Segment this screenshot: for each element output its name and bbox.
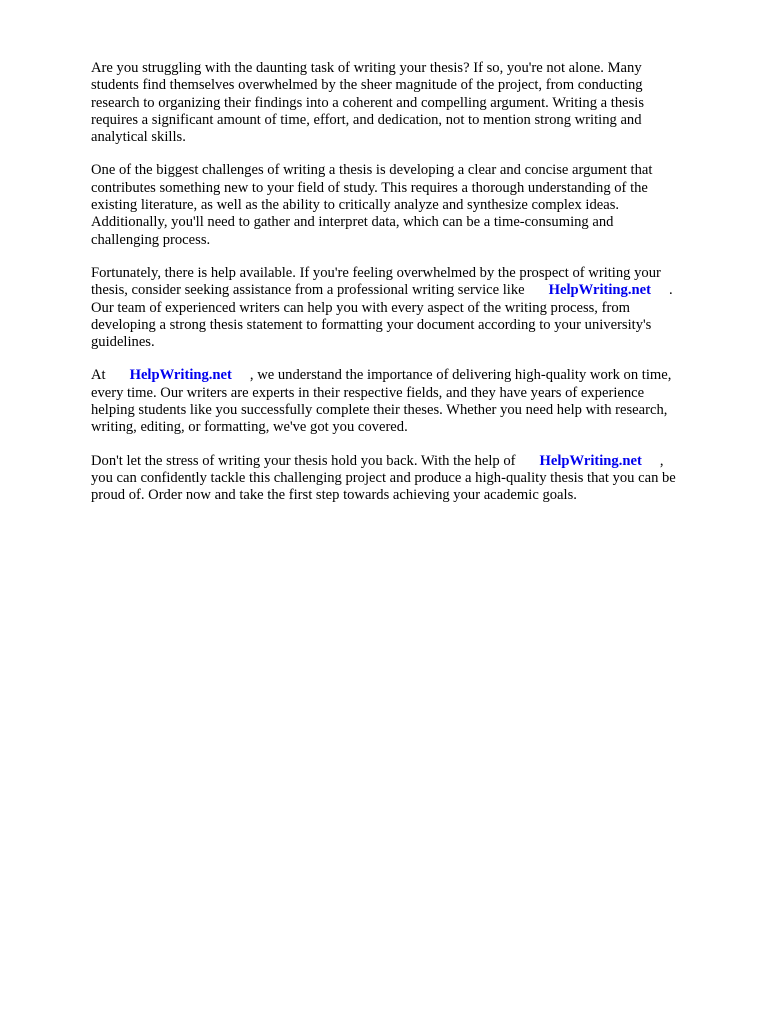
text-line: every time. Our writers are experts in their respective fields, and they have years of experience	[91, 384, 645, 401]
paragraph-closing	[91, 453, 721, 505]
text-line	[91, 282, 721, 299]
text-segment: At	[91, 367, 106, 384]
text-line: you can confidently tackle this challenging project and produce a high-quality thesis that you can be	[91, 469, 676, 486]
text-line: students find themselves overwhelmed by the sheer magnitude of the project, from conducting	[91, 77, 643, 94]
text-line: Our team of experienced writers can help you with every aspect of the writing process, from	[91, 299, 630, 316]
text-line: challenging process.	[91, 231, 211, 248]
helpwriting-link[interactable]: HelpWriting.net	[539, 452, 642, 469]
text-line: helping students like you successfully complete their theses. Whether you need help with research,	[91, 402, 668, 419]
text-line: Additionally, you'll need to gather and interpret data, which can be a time-consuming and	[91, 214, 614, 231]
text-line: analytical skills.	[91, 129, 186, 146]
text-line: guidelines.	[91, 334, 155, 351]
text-line: writing, editing, or formatting, we've got you covered.	[91, 419, 408, 436]
text-line: Are you struggling with the daunting task of writing your thesis? If so, you're not alone. Many	[91, 60, 642, 76]
text-line	[91, 367, 721, 384]
paragraph-at-helpwriting	[91, 367, 721, 436]
helpwriting-link[interactable]: HelpWriting.net	[548, 282, 651, 299]
text-segment: Don't let the stress of writing your thesis hold you back. With the help of	[91, 452, 516, 469]
text-line: proud of. Order now and take the first step towards achieving your academic goals.	[91, 487, 577, 504]
text-line	[91, 453, 721, 470]
text-line: contributes something new to your field of study. This requires a thorough understanding of the	[91, 179, 648, 196]
paragraph-challenges	[91, 162, 721, 248]
text-line: research to organizing their findings into a coherent and compelling argument. Writing a thesis	[91, 94, 645, 111]
text-line: Fortunately, there is help available. If you're feeling overwhelmed by the prospect of writing your	[91, 264, 661, 281]
text-line: requires a significant amount of time, effort, and dedication, not to mention strong writing and	[91, 111, 642, 128]
text-line: developing a strong thesis statement to formatting your document according to your university's	[91, 316, 652, 333]
helpwriting-link[interactable]: HelpWriting.net	[129, 367, 232, 384]
document-page	[91, 60, 721, 521]
text-segment: ,	[659, 452, 664, 469]
text-line: existing literature, as well as the ability to critically analyze and synthesize complex ideas.	[91, 197, 620, 214]
text-segment: thesis, consider seeking assistance from a professional writing service like	[91, 282, 525, 299]
text-segment: .	[668, 282, 673, 299]
paragraph-intro	[91, 60, 721, 146]
paragraph-help-available	[91, 265, 721, 351]
text-line: One of the biggest challenges of writing a thesis is developing a clear and concise argument that	[91, 162, 653, 179]
text-segment: , we understand the importance of delivering high-quality work on time,	[249, 367, 672, 384]
